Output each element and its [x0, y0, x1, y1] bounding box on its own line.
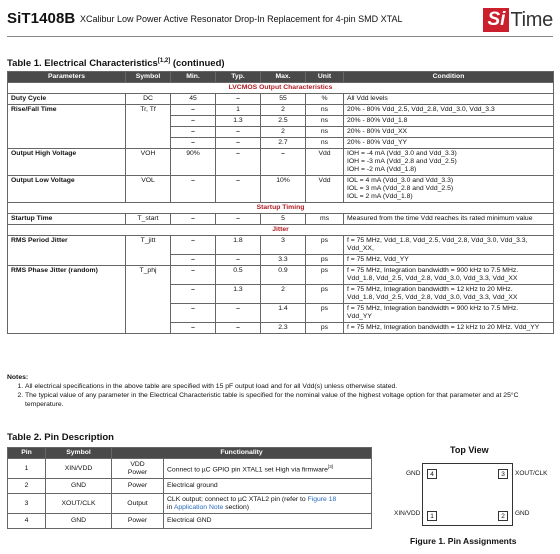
header-subtitle: XCalibur Low Power Active Resonator Drop-In Replacement for 4-pin SMD XTAL — [80, 14, 403, 24]
table1-title: Table 1. Electrical Characteristics[1,2] (continued) — [7, 58, 225, 70]
pin-1-pad: 1 — [427, 511, 437, 521]
col-typ: Typ. — [216, 72, 261, 83]
pin-3-label: XOUT/CLK — [515, 470, 548, 477]
table-row: – 1.3 2 ps f = 75 MHz, Integration bandwidth = 12 kHz to 20 MHz. Vdd_1.8, Vdd_2.5, Vdd_2.8, Vdd_3.0, Vdd_3.3, Vdd_XX — [8, 285, 554, 304]
table-row: – – 1.4 ps f = 75 MHz, Integration bandwidth = 900 kHz to 7.5 MHz. Vdd_YY — [8, 304, 554, 323]
table-row: – – 3.3 ps f = 75 MHz, Vdd_YY — [8, 255, 554, 266]
note-1: 1. All electrical specifications in the above table are specified with 15 pF output load and for all Vdd(s) unless otherwise stated. — [25, 382, 553, 391]
header-divider — [7, 36, 553, 37]
table1-header-row — [8, 72, 554, 83]
table-row: Output High Voltage VOH 90% – – Vdd IOH = -4 mA (Vdd_3.0 and Vdd_3.3) IOH = -3 mA (Vdd_2.8 and Vdd_2.5) IOH = -2 mA (Vdd_1.8) — [8, 149, 554, 176]
pin-2-label: GND — [515, 510, 530, 517]
section-jitter: Jitter — [8, 225, 554, 236]
section-startup: Startup Timing — [8, 203, 554, 214]
note-2: 2. The typical value of any parameter in the Electrical Characteristic table is specified for the nominal value of the highest voltage option for that parameter and at 25°C temperature. — [25, 391, 553, 409]
pin-3-pad: 3 — [498, 469, 508, 479]
figure-caption: Figure 1. Pin Assignments — [410, 536, 517, 546]
col-min: Min. — [171, 72, 216, 83]
table-row: Output Low Voltage VOL – – 10% Vdd IOL = 4 mA (Vdd_3.0 and Vdd_3.3) IOL = 3 mA (Vdd_2.8 and Vdd_2.5) IOL = 2 mA (Vdd_1.8) — [8, 176, 554, 203]
page-header — [7, 6, 553, 34]
top-view-label: Top View — [450, 445, 489, 455]
table-row: RMS Phase Jitter (random) T_phj – 0.5 0.9 ps f = 75 MHz, Integration bandwidth = 900 kHz to 7.5 MHz. Vdd_1.8, Vdd_2.5, Vdd_2.8, Vdd_3.0, Vdd_3.3, Vdd_XX — [8, 266, 554, 285]
pin-4-label: GND — [406, 470, 421, 477]
model-title: SiT1408B — [7, 10, 76, 27]
table-row: – – 2.3 ps f = 75 MHz, Integration bandwidth = 12 kHz to 20 MHz. Vdd_YY — [8, 323, 554, 334]
table-row: 3 XOUT/CLK Output CLK output; connect to µC XTAL2 pin (refer to Figure 18 in Application Note section) — [8, 494, 372, 514]
col-symbol: Symbol — [126, 72, 171, 83]
table-row: – – 2.7 ns 20% - 80% Vdd_YY — [8, 138, 554, 149]
table-row: Startup Time T_start – – 5 ms Measured from the time Vdd reaches its rated minimum value — [8, 214, 554, 225]
table-row: – 1.3 2.5 ns 20% - 80% Vdd_1.8 — [8, 116, 554, 127]
col-unit: Unit — [306, 72, 344, 83]
table-row: 1 XIN/VDD VDD Power Connect to µC GPIO pin XTAL1 set High via firmware[3] — [8, 459, 372, 479]
table2-title: Table 2. Pin Description — [7, 432, 114, 443]
table-row: 4 GND Power Electrical GND — [8, 514, 372, 529]
col-max: Max. — [261, 72, 306, 83]
application-note-link[interactable]: Application Note — [173, 503, 224, 511]
section-lvcmos: LVCMOS Output Characteristics — [8, 83, 554, 94]
notes-section — [7, 373, 553, 409]
col-functionality: Functionality — [112, 448, 372, 459]
notes-heading: Notes: — [7, 374, 29, 381]
col-pin-symbol: Symbol — [46, 448, 112, 459]
table-row: Rise/Fall Time Tr, Tf – 1 2 ns 20% - 80% Vdd_2.5, Vdd_2.8, Vdd_3.0, Vdd_3.3 — [8, 105, 554, 116]
table2-header-row — [8, 448, 372, 459]
table-row: Duty Cycle DC 45 – 55 % All Vdd levels — [8, 94, 554, 105]
pin-description-table — [7, 447, 372, 529]
pin-4-pad: 4 — [427, 469, 437, 479]
electrical-characteristics-table — [7, 71, 554, 334]
logo-mark: Si — [483, 8, 509, 32]
table-row: 2 GND Power Electrical ground — [8, 479, 372, 494]
package-outline — [422, 463, 513, 526]
figure-18-link[interactable]: Figure 18 — [307, 495, 337, 503]
sitime-logo — [483, 6, 553, 34]
table-row: – – 2 ns 20% - 80% Vdd_XX — [8, 127, 554, 138]
logo-text: Time — [510, 8, 553, 31]
pin-2-pad: 2 — [498, 511, 508, 521]
table-row: RMS Period Jitter T_jitt – 1.8 3 ps f = 75 MHz, Vdd_1.8, Vdd_2.5, Vdd_2.8, Vdd_3.0, Vdd_3.3, Vdd_XX, — [8, 236, 554, 255]
col-condition: Condition — [344, 72, 554, 83]
col-parameters: Parameters — [8, 72, 126, 83]
col-pin: Pin — [8, 448, 46, 459]
pin-1-label: XIN/VDD — [394, 510, 421, 517]
